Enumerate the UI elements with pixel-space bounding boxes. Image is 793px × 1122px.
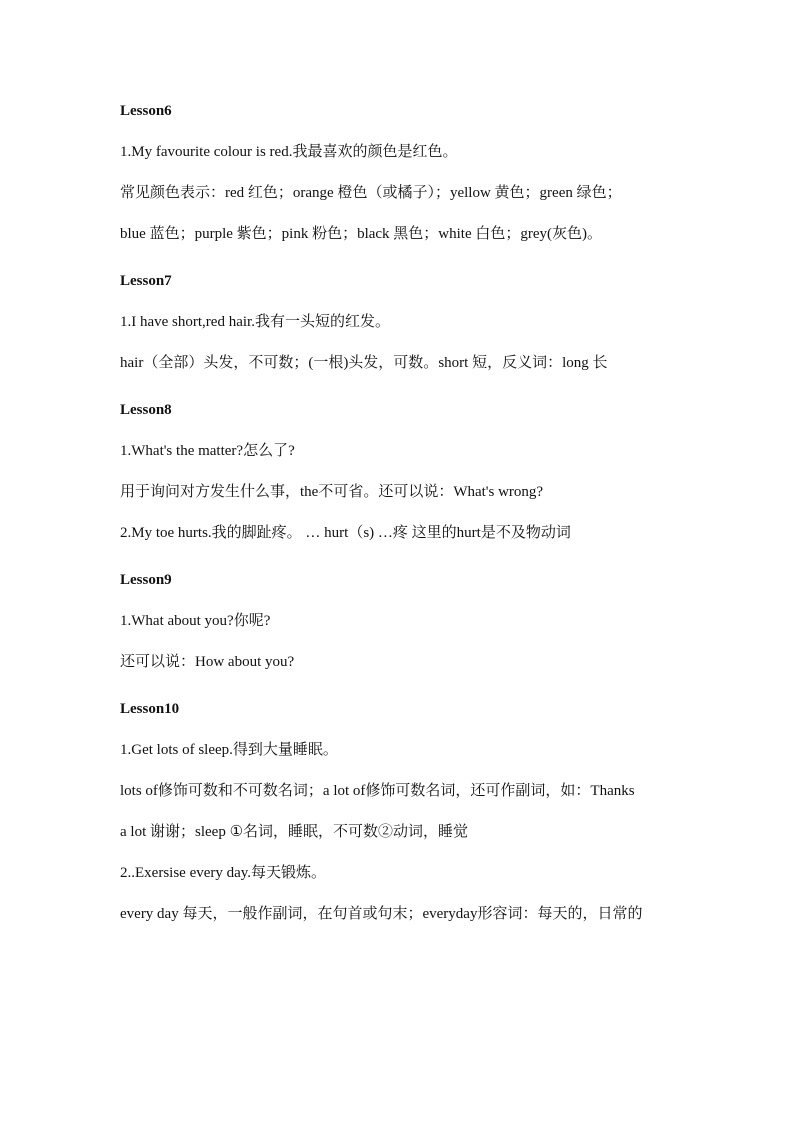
- text-line: blue 蓝色；purple 紫色；pink 粉色；black 黑色；white 白色；grey(灰色)。: [120, 226, 603, 242]
- text-line: 2.My toe hurts.我的脚趾疼。 … hurt（s) …疼 这里的hurt是不及物动词: [120, 525, 571, 541]
- text-line: lots of修饰可数和不可数名词；a lot of修饰可数名词，还可作副词，如：Thanks: [120, 783, 635, 799]
- lesson-title: Lesson7: [120, 273, 172, 289]
- lesson-title: Lesson6: [120, 103, 172, 119]
- lesson-title: Lesson8: [120, 402, 172, 418]
- document-content: [120, 99, 690, 949]
- text-line: 1.Get lots of sleep.得到大量睡眠。: [120, 742, 338, 758]
- lesson-8-section: [120, 398, 690, 545]
- lesson-6-section: [120, 99, 690, 246]
- lesson-title: Lesson10: [120, 701, 180, 717]
- text-line: 用于询问对方发生什么事，the不可省。还可以说：What's wrong?: [120, 484, 544, 500]
- lesson-10-section: [120, 697, 690, 926]
- text-line: 1.What's the matter?怎么了?: [120, 443, 295, 459]
- text-line: 还可以说：How about you?: [120, 654, 295, 670]
- text-line: hair（全部）头发，不可数；(一根)头发，可数。short 短，反义词：long 长: [120, 355, 608, 371]
- text-line: 常见颜色表示：red 红色；orange 橙色（或橘子）；yellow 黄色；green 绿色；: [120, 185, 622, 201]
- text-line: 1.What about you?你呢?: [120, 613, 271, 629]
- text-line: every day 每天，一般作副词，在句首或句末；everyday形容词：每天的，日常的: [120, 906, 643, 922]
- text-line: 2..Exersise every day.每天锻炼。: [120, 865, 327, 881]
- text-line: 1.My favourite colour is red.我最喜欢的颜色是红色。: [120, 144, 458, 160]
- text-line: 1.I have short,red hair.我有一头短的红发。: [120, 314, 390, 330]
- text-line: a lot 谢谢；sleep ①名词，睡眠，不可数②动词，睡觉: [120, 824, 469, 840]
- lesson-7-section: [120, 269, 690, 375]
- lesson-9-section: [120, 568, 690, 674]
- lesson-title: Lesson9: [120, 572, 172, 588]
